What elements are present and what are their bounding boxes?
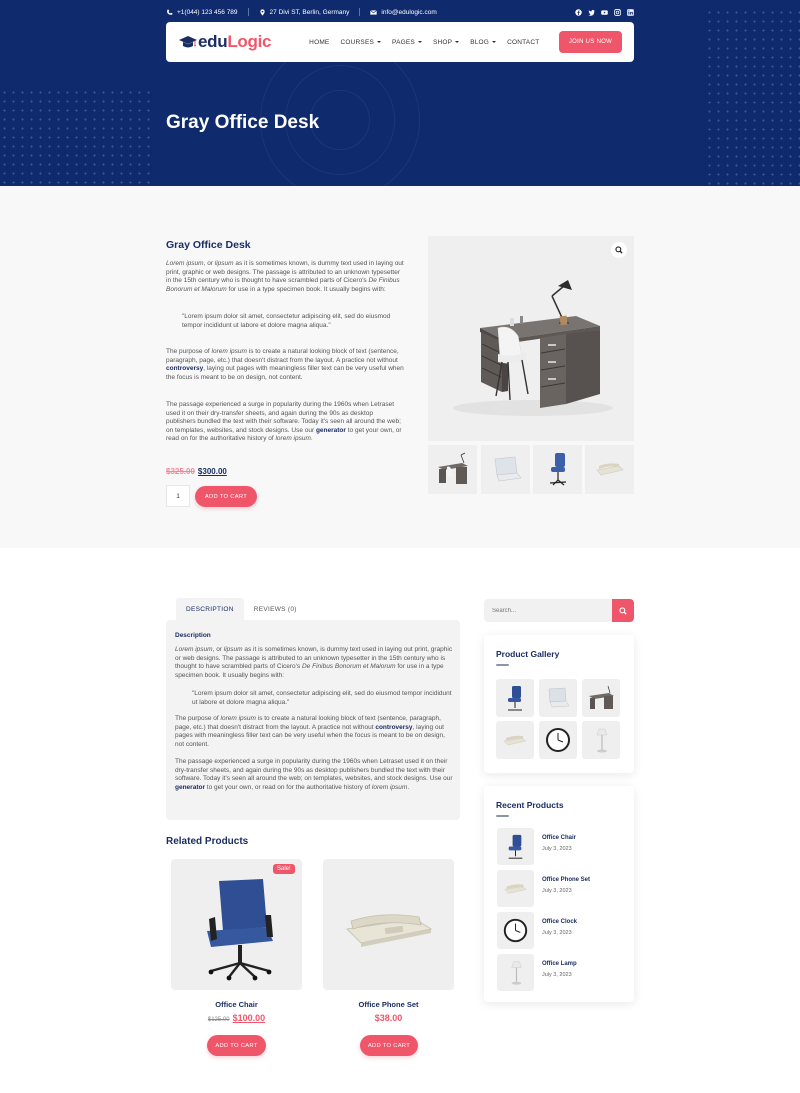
facebook-icon[interactable] — [575, 9, 582, 16]
recent-product-name[interactable]: Office Clock — [542, 919, 578, 925]
magnifier-icon — [615, 246, 623, 254]
product-gallery-title: Product Gallery — [496, 649, 560, 659]
nav-blog-label: BLOG — [470, 38, 490, 46]
search-button[interactable] — [612, 599, 634, 622]
caret-down-icon — [492, 41, 496, 43]
recent-product-date: July 3, 2023 — [542, 846, 572, 852]
product-quote: "Lorem ipsum dolor sit amet, consectetur adipiscing elit, sed do eiusmod tempor incididunt ut labore et dolore magna aliqua." — [182, 313, 391, 329]
phone-set-image — [585, 445, 634, 494]
product-paragraph-2: The purpose of lorem ipsum is to create a natural looking block of text (sentence, paragraph, page, etc.) that doesn't distract from the layout. A practice not without controversy, laying out pages with meaningless filler text can be very useful when the focus is meant to be on design, not content. — [166, 348, 404, 381]
add-to-cart-button[interactable]: ADD TO CART — [207, 1035, 266, 1056]
recent-product-date: July 3, 2023 — [542, 972, 572, 978]
related-product-image-chair[interactable] — [171, 859, 302, 990]
site-logo[interactable] — [178, 32, 271, 52]
tab-description[interactable]: DESCRIPTION — [176, 598, 244, 620]
zoom-button[interactable] — [611, 242, 627, 258]
youtube-icon[interactable] — [601, 9, 608, 16]
product-gallery-widget — [484, 635, 634, 773]
main-navbar — [166, 22, 634, 62]
chair-image — [497, 828, 534, 865]
phone-icon — [166, 9, 173, 16]
gallery-item-laptop[interactable] — [539, 679, 577, 717]
nav-courses[interactable] — [340, 39, 381, 46]
controversy-link[interactable]: controversy — [166, 365, 204, 373]
email-text: info@edulogic.com — [381, 8, 437, 16]
desk-image — [428, 236, 634, 441]
logo-text-main: edu — [198, 32, 228, 51]
price-new: $300.00 — [197, 467, 227, 476]
page-title: Gray Office Desk — [166, 112, 320, 133]
gallery-item-clock[interactable] — [539, 721, 577, 759]
recent-products-title: Recent Products — [496, 800, 564, 810]
price-old: $325.00 — [166, 467, 195, 476]
nav-contact[interactable] — [507, 39, 539, 46]
quantity-input[interactable]: 1 — [166, 485, 190, 507]
phone-set-image — [497, 870, 534, 907]
recent-product-name[interactable]: Office Lamp — [542, 961, 577, 967]
generator-link[interactable]: generator — [315, 426, 346, 434]
clock-image — [539, 721, 577, 759]
twitter-icon[interactable] — [588, 9, 595, 16]
gallery-item-desk[interactable] — [582, 679, 620, 717]
nav-home-label: HOME — [309, 38, 330, 46]
nav-blog[interactable] — [470, 39, 496, 46]
related-product-price — [323, 1013, 454, 1023]
phone-set-image — [323, 859, 454, 990]
phone-set-image — [496, 721, 534, 759]
nav-contact-label: CONTACT — [507, 38, 540, 46]
search-icon — [619, 607, 627, 615]
email-info[interactable] — [370, 9, 436, 16]
dot-pattern-left — [0, 88, 150, 184]
gallery-item-chair[interactable] — [496, 679, 534, 717]
recent-product-date: July 3, 2023 — [542, 930, 572, 936]
desk-image — [428, 445, 477, 494]
gallery-item-lamp[interactable] — [582, 721, 620, 759]
chair-image — [533, 445, 582, 494]
description-paragraph-2: The purpose of lorem ipsum is to create a natural looking block of text (sentence, paragraph, page, etc.) that doesn't distract from the layout. A practice not without controversy, laying out pages with meaningless filler text can be very useful when the focus is meant to be on design, not content. — [175, 715, 445, 748]
product-price — [166, 467, 227, 476]
related-product-price — [171, 1013, 302, 1023]
generator-link[interactable]: generator — [175, 783, 205, 791]
clock-image — [497, 912, 534, 949]
logo-text-accent: Logic — [227, 32, 272, 51]
nav-courses-label: COURSES — [340, 38, 375, 46]
recent-product-image-clock[interactable] — [497, 912, 534, 949]
linkedin-icon[interactable] — [627, 9, 634, 16]
nav-shop[interactable] — [433, 39, 459, 46]
product-paragraph-3: The passage experienced a surge in popularity during the 1960s when Letraset used it on their dry-transfer sheets, and again during the 90s as desktop publishers bundled the text with their software. Today it's seen all around the web; on templates, websites, and stock designs. Use our generator to get your own, or read on for the authoritative history of lorem ipsum. — [166, 401, 402, 443]
sale-badge: Sale! — [273, 864, 295, 874]
caret-down-icon — [418, 41, 422, 43]
product-main-image[interactable] — [428, 236, 634, 441]
lamp-image — [497, 954, 534, 991]
add-to-cart-button[interactable]: ADD TO CART — [360, 1035, 418, 1056]
product-thumbnail-phone[interactable] — [585, 445, 634, 494]
desk-image — [582, 679, 620, 717]
product-thumbnail-desk[interactable] — [428, 445, 477, 494]
description-intro-text: Lorem ipsum, or lipsum as it is sometimes known, is dummy text used in laying out print, graphic or web designs. The passage is attributed to an unknown typesetter in the 15th century who is thought to have scrambled parts of Cicero's De Finibus Bonorum et Malorum for use in a type specimen book. It usually begins with: — [175, 646, 453, 679]
nav-shop-label: SHOP — [432, 38, 453, 46]
graduation-cap-icon — [178, 32, 198, 52]
chair-image — [171, 859, 302, 990]
social-links — [575, 9, 634, 16]
instagram-icon[interactable] — [614, 9, 621, 16]
product-thumbnail-chair[interactable] — [533, 445, 582, 494]
laptop-image — [539, 679, 577, 717]
join-us-button[interactable]: JOIN US NOW — [559, 31, 622, 53]
recent-product-image-phone[interactable] — [497, 870, 534, 907]
price-old: $125.00 — [207, 1017, 230, 1023]
product-thumbnail-laptop[interactable] — [481, 445, 530, 494]
related-products-title: Related Products — [166, 836, 249, 847]
description-paragraph-3: The passage experienced a surge in popularity during the 1960s when Letraset used it on their dry-transfer sheets, and again during the 90s as desktop publishers bundled the text with their software. Today it's seen all around the web; on templates, websites, and stock designs. Use our generator to get your own, or read on for the authoritative history of lorem ipsum. — [175, 758, 453, 791]
caret-down-icon — [377, 41, 381, 43]
price-new: $100.00 — [232, 1013, 266, 1023]
location-pin-icon — [259, 9, 266, 16]
recent-product-date: July 3, 2023 — [542, 888, 572, 894]
price: $38.00 — [374, 1013, 403, 1023]
search-input[interactable] — [484, 599, 612, 622]
recent-product-name[interactable]: Office Phone Set — [542, 877, 591, 883]
nav-pages[interactable] — [392, 39, 422, 46]
top-info-bar — [166, 6, 634, 18]
lamp-image — [582, 721, 620, 759]
divider — [248, 8, 249, 16]
dot-pattern-right — [705, 8, 800, 186]
recent-product-image-lamp[interactable] — [497, 954, 534, 991]
product-title: Gray Office Desk — [166, 239, 251, 251]
related-product-name[interactable]: Office Chair — [215, 1000, 258, 1009]
add-to-cart-button[interactable]: ADD TO CART — [195, 486, 257, 507]
address-text: 27 Divi ST, Berlin, Germany — [269, 8, 350, 16]
product-tabs — [166, 598, 307, 620]
nav-pages-label: PAGES — [392, 38, 415, 46]
tab-reviews[interactable]: REVIEWS (0) — [253, 605, 297, 613]
recent-product-image-chair[interactable] — [497, 828, 534, 865]
caret-down-icon — [455, 41, 459, 43]
controversy-link[interactable]: controversy — [375, 723, 413, 731]
search-form — [484, 599, 634, 622]
description-quote: "Lorem ipsum dolor sit amet, consectetur adipiscing elit, sed do eiusmod tempor incididunt ut labore et dolore magna aliqua." — [192, 690, 452, 706]
gallery-item-phone[interactable] — [496, 721, 534, 759]
description-heading: Description — [175, 632, 211, 639]
nav-home[interactable] — [309, 39, 329, 46]
chair-image — [496, 679, 534, 717]
product-intro-text: Lorem ipsum, or lipsum as it is sometimes known, is dummy text used in laying out print, graphic or web designs. The passage is attributed to an unknown typesetter in the 15th century who is thought to have scrambled parts of Cicero's De Finibus Bonorum et Malorum for use in a type specimen book. It usually begins with: — [166, 260, 404, 293]
address-info[interactable] — [259, 9, 350, 16]
main-nav — [309, 39, 550, 46]
title-underline — [496, 664, 509, 666]
recent-product-name[interactable]: Office Chair — [542, 835, 577, 841]
recent-products-widget — [484, 786, 634, 1002]
related-product-image-phone[interactable] — [323, 859, 454, 990]
phone-info[interactable] — [166, 9, 238, 16]
laptop-image — [481, 445, 530, 494]
related-product-name[interactable]: Office Phone Set — [358, 1000, 419, 1009]
envelope-icon — [370, 9, 377, 16]
phone-text: +1(044) 123 456 789 — [177, 8, 238, 16]
divider — [359, 8, 360, 16]
hero-banner — [0, 0, 800, 186]
title-underline — [496, 815, 509, 817]
